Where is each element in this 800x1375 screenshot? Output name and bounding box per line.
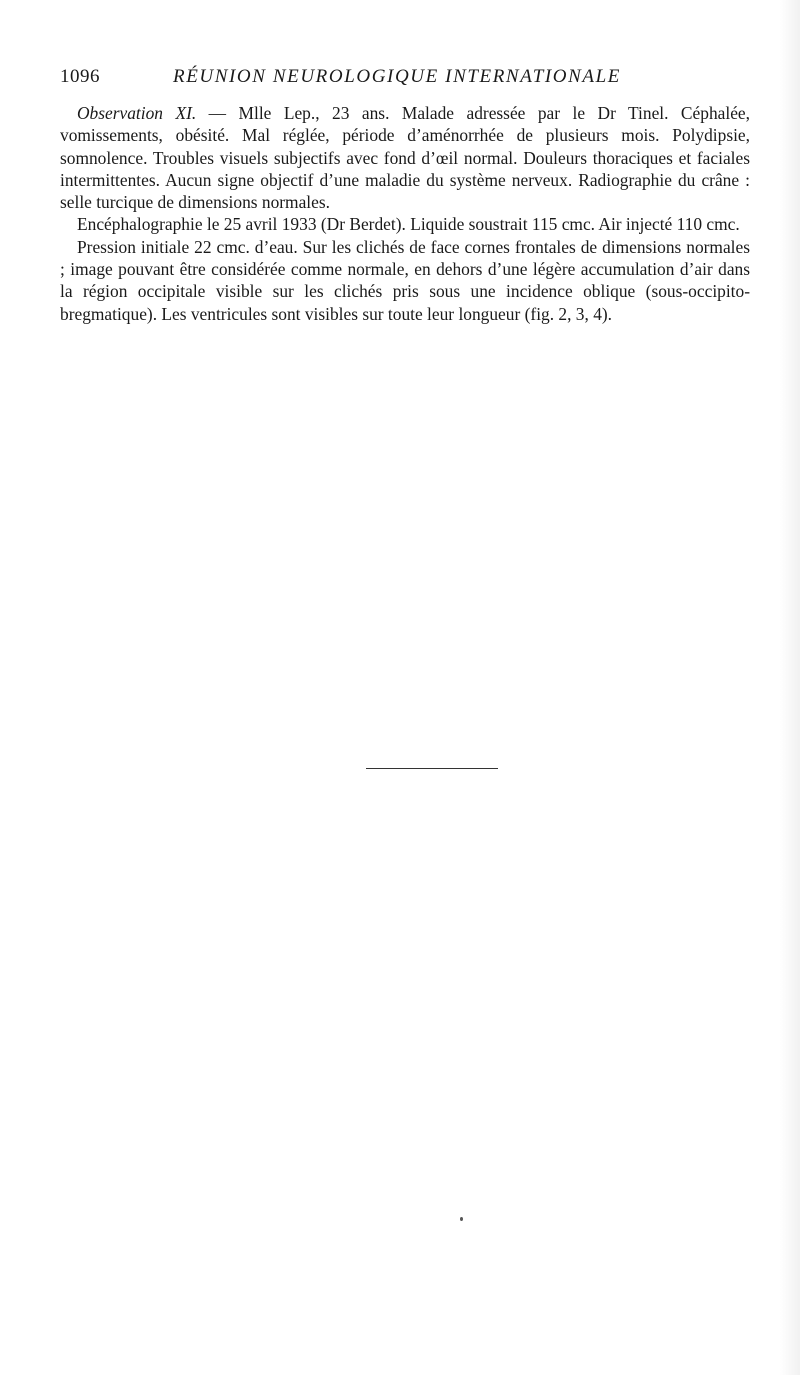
body-text — [60, 102, 750, 325]
page-header — [60, 66, 750, 92]
running-title: RÉUNION NEUROLOGIQUE INTERNATIONALE — [173, 66, 621, 87]
section-end-rule — [366, 768, 498, 769]
paragraph-encephalographie — [60, 213, 750, 235]
print-speck — [460, 1217, 463, 1221]
paragraph-observation — [60, 102, 750, 213]
paragraph-text: Pression initiale 22 cmc. d’eau. Sur les clichés de face cornes frontales de dimensions normales ; image pouvant être considérée comme normale, en dehors d’une légère accumulation d’air dans la région occipitale visible sur les clichés pris sous une incidence oblique (sous-occipito-bregmatique). Les ventricules sont visibles sur toute leur longueur (fig. 2, 3, 4). — [60, 236, 750, 324]
paragraph-text: Encéphalographie le 25 avril 1933 (Dr Berdet). Liquide soustrait 115 cmc. Air injecté 110 cmc. — [77, 214, 740, 235]
page-number: 1096 — [60, 66, 100, 87]
paragraph-text: — Mlle Lep., 23 ans. Malade adressée par le Dr Tinel. Céphalée, vomissements, obésité. Mal réglée, période d’aménorrhée de plusieurs mois. Polydipsie, somnolence. Troubles visuels subjectifs avec fond d’œil normal. Douleurs thoraciques et faciales intermittentes. Aucun signe objectif d’une maladie du système nerveux. Radiographie du crâne : selle turcique de dimensions normales. — [60, 103, 750, 213]
paragraph-pression — [60, 236, 750, 325]
observation-label: Observation XI. — [77, 103, 197, 123]
page-edge-shade — [780, 0, 800, 1375]
